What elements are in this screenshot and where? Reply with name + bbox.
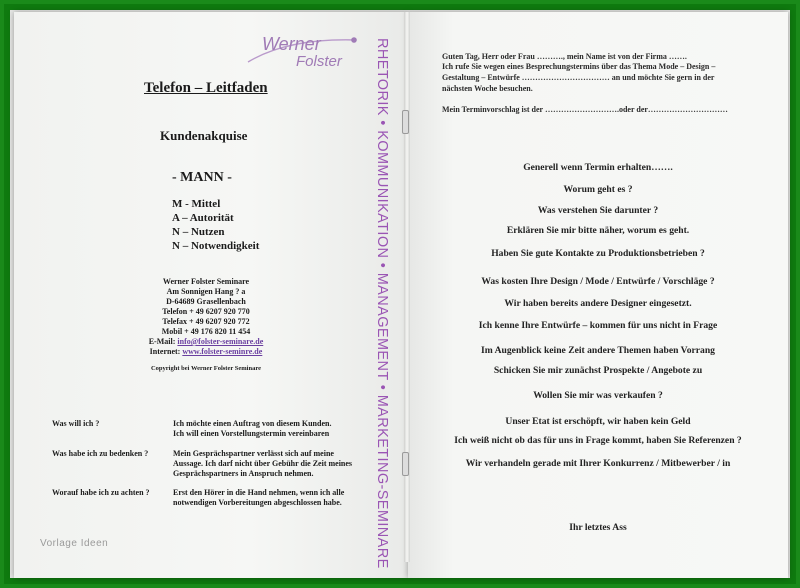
intro-line: Gestaltung – Entwürfe …………………………… an und möchte Sie gern in der <box>442 73 715 82</box>
intro-line: Guten Tag, Herr oder Frau ………., mein Name ist von der Firma ……. <box>442 52 687 61</box>
address-internet-row <box>140 347 272 356</box>
mann-heading: - MANN - <box>172 170 232 185</box>
internet-label: Internet: <box>149 347 181 356</box>
copyright: Copyright bei Werner Folster Seminare <box>150 365 261 372</box>
logo-line-2: Folster <box>296 53 342 70</box>
answer-line: Mein Gesprächspartner verlässt sich auf meine <box>173 449 334 458</box>
objection-line: Generell wenn Termin erhalten……. <box>523 162 673 173</box>
objection-line: Haben Sie gute Kontakte zu Produktionsbetrieben ? <box>491 248 705 259</box>
closing-line: Ihr letztes Ass <box>569 522 627 533</box>
question: Was will ich ? <box>52 419 100 428</box>
objection-line: Ich weiß nicht ob das für uns in Frage kommt, haben Sie Referenzen ? <box>454 435 742 446</box>
answer-line: notwendigen Vorbereitungen abgeschlossen habe. <box>173 498 342 507</box>
mann-item: A – Autorität <box>172 212 234 224</box>
intro-line: nächsten Woche besuchen. <box>442 84 533 93</box>
objection-line: Unser Etat ist erschöpft, wir haben kein Geld <box>505 416 691 427</box>
termin-line: Mein Terminvorschlag ist der ……………………….oder der………………………… <box>442 105 728 114</box>
objection-line: Erklären Sie mir bitte näher, worum es geht. <box>506 225 690 236</box>
intro-line: Ich rufe Sie wegen eines Besprechungstermins über das Thema Mode – Design – <box>442 62 716 71</box>
answer-line: Aussage. Ich darf nicht über Gebühr die Zeit meines <box>173 459 353 468</box>
address-mobil: Mobil + 49 176 820 11 454 <box>161 327 251 336</box>
banner-text: RHETORIK • KOMMUNIKATION • MANAGEMENT • MARKETING-SEMINARE <box>374 38 390 569</box>
mann-item: N – Notwendigkeit <box>172 240 260 252</box>
address-telefon: Telefon + 49 6207 920 770 <box>162 307 250 316</box>
address-name: Werner Folster Seminare <box>162 277 250 286</box>
address-email-row <box>140 337 272 346</box>
answer-line: Gesprächspartners in Anspruch nehmen. <box>173 469 314 478</box>
objection-line: Schicken Sie mir zunächst Prospekte / Angebote zu <box>493 365 703 376</box>
answer-line: Erst den Hörer in die Hand nehmen, wenn ich alle <box>173 488 345 497</box>
objection-line: Im Augenblick keine Zeit andere Themen haben Vorrang <box>481 345 715 356</box>
objection-line: Wir verhandeln gerade mit Ihrer Konkurrenz / Mitbewerber / in <box>465 458 731 469</box>
staple-top <box>402 110 409 134</box>
internet-link[interactable]: www.folster-seminre.de <box>182 347 263 356</box>
right-page <box>408 12 788 578</box>
address-street: Am Sonnigen Hang ? a <box>166 287 246 296</box>
watermark: Vorlage Ideen <box>40 538 109 549</box>
page-title: Telefon – Leitfaden <box>144 80 268 96</box>
email-label: E-Mail: <box>148 337 176 346</box>
answer-line: Ich will einen Vorstellungstermin vereinbaren <box>173 429 330 438</box>
mann-item: N – Nutzen <box>172 226 225 238</box>
objection-line: Ich kenne Ihre Entwürfe – kommen für uns nicht in Frage <box>478 320 718 331</box>
address-city: D-64689 Grasellenbach <box>166 297 246 306</box>
brochure-spine <box>404 12 410 562</box>
objection-line: Worum geht es ? <box>563 184 633 195</box>
question: Was habe ich zu bedenken ? <box>52 449 149 458</box>
email-link[interactable]: info@folster-seminare.de <box>177 337 264 346</box>
objection-line: Wollen Sie mir was verkaufen ? <box>533 390 663 401</box>
logo-line-1: Werner <box>262 34 321 54</box>
objection-line: Wir haben bereits andere Designer eingesetzt. <box>504 298 692 309</box>
subtitle: Kundenakquise <box>160 128 248 143</box>
mann-item: M - Mittel <box>172 198 221 210</box>
answer-line: Ich möchte einen Auftrag von diesem Kunden. <box>173 419 332 428</box>
vertical-banner <box>372 38 394 569</box>
objection-line: Was verstehen Sie darunter ? <box>537 205 659 216</box>
question: Worauf habe ich zu achten ? <box>52 488 150 497</box>
address-telefax: Telefax + 49 6207 920 772 <box>162 317 250 326</box>
objection-line: Was kosten Ihre Design / Mode / Entwürfe / Vorschläge ? <box>481 276 715 287</box>
